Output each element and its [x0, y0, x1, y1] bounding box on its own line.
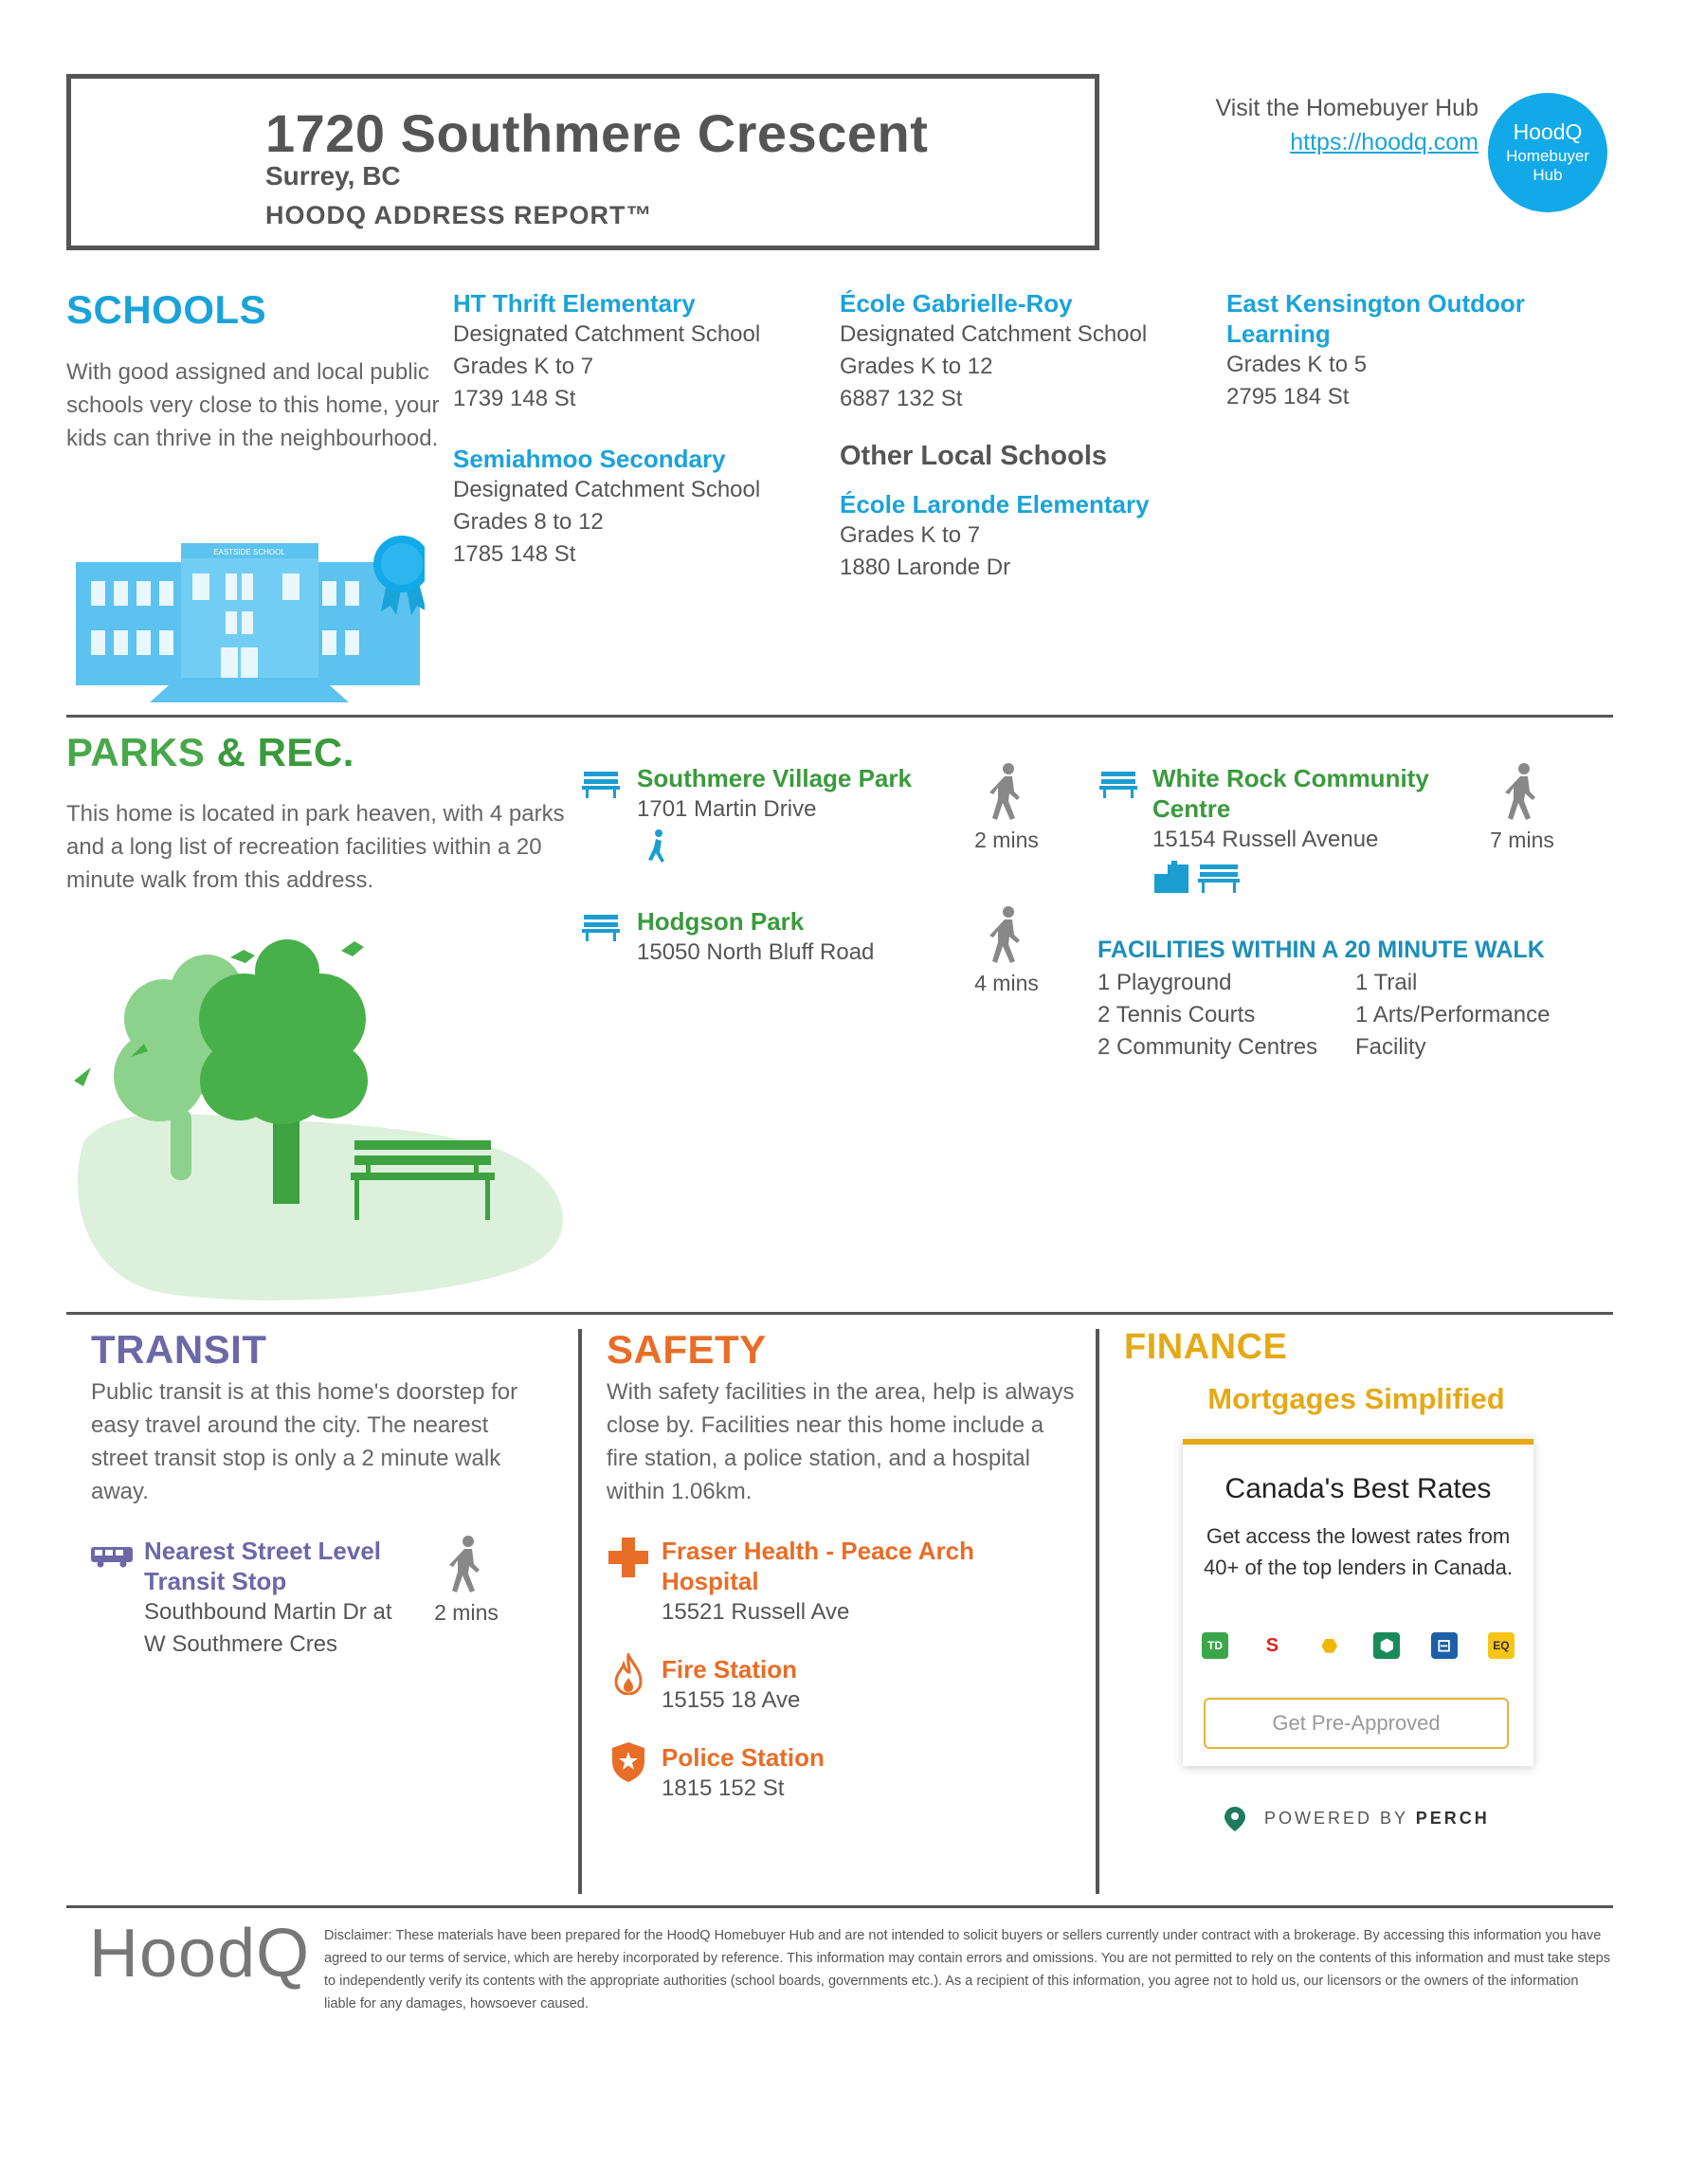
fire-icon — [614, 1653, 643, 1695]
park-trees-icon — [74, 924, 576, 1303]
walk-time — [959, 763, 1054, 853]
park-card — [637, 763, 950, 826]
school-grades: Grades K to 12 — [840, 354, 993, 379]
school-card — [840, 489, 1200, 584]
facilities-list — [1355, 967, 1602, 1064]
park-address: 1701 Martin Drive — [637, 796, 817, 822]
park-name[interactable]: White Rock Community Centre — [1152, 764, 1429, 823]
hub-link[interactable]: https://hoodq.com — [1290, 129, 1478, 155]
school-card — [453, 288, 794, 415]
walk-time-text: 4 mins — [974, 971, 1039, 995]
lender-logo-icon: ⬢ — [1373, 1632, 1400, 1659]
school-name[interactable]: École Gabrielle-Roy — [840, 289, 1073, 318]
safety-description: With safety facilities in the area, help is always close by. Facilities near this home include a fire station, a police station, and a hospital within 1.06km. — [607, 1379, 1075, 1504]
school-grades: Grades K to 7 — [453, 354, 594, 379]
finance-heading: FINANCE — [1124, 1327, 1288, 1367]
safety-address: 15155 18 Ave — [662, 1687, 801, 1713]
school-address: 1880 Laronde Dr — [840, 555, 1011, 580]
other-schools-heading: Other Local Schools — [840, 441, 1107, 471]
safety-address: 15521 Russell Ave — [662, 1599, 850, 1625]
transit-description: Public transit is at this home's doorstep for easy travel around the city. The nearest street transit stop is only a 2 minute walk away. — [91, 1379, 518, 1504]
card-title: Canada's Best Rates — [1224, 1473, 1492, 1504]
desjardins-logo-icon: ⬣ — [1316, 1632, 1343, 1659]
walk-time — [1475, 763, 1569, 853]
walking-person-icon — [1505, 763, 1539, 822]
safety-name[interactable]: Fraser Health - Peace Arch Hospital — [662, 1537, 974, 1595]
safety-card — [662, 1742, 1041, 1805]
running-person-icon — [646, 828, 667, 866]
bench-icon — [1099, 770, 1137, 798]
section-divider — [66, 715, 1613, 718]
facility-item: 2 Community Centres — [1097, 1034, 1318, 1060]
hub-visit-text: Visit the Homebuyer Hub — [1215, 95, 1478, 121]
facility-item: 1 Arts/Performance — [1355, 1002, 1551, 1028]
disclaimer: Disclaimer: These materials have been prepared for the HoodQ Homebuyer Hub and are not intended to solicit buyers or sellers currently under contract with a brokerage. By accessing this information you have agreed to our terms of service, which are hereby incorporated by reference. This information may contain errors and omissions. You are not permitted to rely on the contents of this information and must take steps to independently verify its contents with the appropriate authorities (school boards, governments etc.). As a recipient of this information, you agree not to hold us, our licensors or the owners of the information liable for any damages, howsoever caused. — [324, 1928, 1610, 2011]
transit-stop-card — [144, 1536, 419, 1661]
parks-heading — [66, 730, 354, 775]
facilities-list — [1097, 967, 1344, 1064]
scotiabank-logo-icon: S — [1259, 1632, 1285, 1659]
park-name[interactable]: Hodgson Park — [637, 907, 805, 936]
park-card — [637, 906, 950, 969]
safety-heading: SAFETY — [607, 1327, 767, 1372]
walk-time-text: 7 mins — [1490, 828, 1554, 852]
powered-by-label: POWERED BY — [1264, 1809, 1408, 1828]
transit-stop-address: W Southmere Cres — [144, 1631, 338, 1657]
park-card — [1152, 763, 1465, 856]
school-grades: Grades K to 5 — [1226, 352, 1368, 377]
school-address: 2795 184 St — [1226, 384, 1350, 410]
safety-name[interactable]: Fire Station — [662, 1655, 798, 1684]
perch-brand: PERCH — [1415, 1809, 1490, 1828]
card-text: Get access the lowest rates from 40+ of the top lenders in Canada. — [1204, 1524, 1513, 1579]
school-name[interactable]: École Laronde Elementary — [840, 490, 1150, 519]
facilities-heading: FACILITIES WITHIN A 20 MINUTE WALK — [1097, 937, 1545, 963]
walking-person-icon — [989, 906, 1024, 965]
school-designation: Designated Catchment School — [840, 321, 1148, 347]
parks-description: This home is located in park heaven, with 4 parks and a long list of recreation facilities within a 20 minute walk from this address. — [66, 801, 565, 893]
safety-name[interactable]: Police Station — [662, 1743, 825, 1772]
finance-subheading: Mortgages Simplified — [1207, 1382, 1505, 1415]
school-designation: Designated Catchment School — [453, 321, 761, 347]
school-address: 6887 132 St — [840, 386, 963, 411]
address-title: 1720 Southmere Crescent — [265, 103, 929, 163]
transit-heading: TRANSIT — [91, 1327, 267, 1372]
facility-item: Facility — [1355, 1034, 1426, 1060]
hub-badge-line: Homebuyer — [1506, 147, 1589, 165]
hub-badge-line: Hub — [1533, 166, 1563, 184]
column-divider — [578, 1329, 582, 1894]
school-address: 1739 148 St — [453, 386, 576, 411]
school-name[interactable]: East Kensington Outdoor Learning — [1226, 289, 1525, 348]
school-building-icon — [74, 526, 425, 706]
park-name[interactable]: Southmere Village Park — [637, 764, 912, 792]
facility-item: 2 Tennis Courts — [1097, 1002, 1256, 1028]
walk-time — [419, 1536, 514, 1626]
safety-card — [662, 1536, 1041, 1629]
school-card — [453, 444, 794, 571]
bench-icon — [582, 913, 620, 941]
walk-time — [959, 906, 1054, 996]
transit-stop-title[interactable]: Nearest Street Level Transit Stop — [144, 1537, 382, 1595]
address-city: Surrey, BC — [265, 161, 401, 191]
perch-location-icon — [1224, 1807, 1245, 1831]
hoodq-logo: HoodQ — [89, 1916, 311, 1992]
school-name[interactable]: Semiahmoo Secondary — [453, 445, 726, 473]
schools-description: With good assigned and local public schools very close to this home, your kids can thrive in the neighbourhood. — [66, 359, 440, 451]
walk-time-text: 2 mins — [434, 1600, 499, 1625]
section-divider — [66, 1312, 1613, 1315]
eq-bank-logo-icon: EQ — [1488, 1632, 1515, 1659]
hub-badge-line: HoodQ — [1513, 119, 1583, 144]
walking-person-icon — [989, 763, 1024, 822]
schools-heading: SCHOOLS — [66, 287, 267, 332]
mortgage-card — [1183, 1439, 1533, 1766]
transit-stop-address: Southbound Martin Dr at — [144, 1599, 392, 1625]
bus-icon — [91, 1545, 133, 1568]
police-badge-icon — [612, 1742, 644, 1782]
walk-time-text: 2 mins — [974, 828, 1039, 852]
hub-badge-logo[interactable] — [1488, 93, 1607, 212]
walking-person-icon — [449, 1536, 483, 1594]
bench-icon — [582, 770, 620, 798]
park-address: 15050 North Bluff Road — [637, 939, 875, 965]
school-designation: Designated Catchment School — [453, 477, 761, 502]
park-address: 15154 Russell Avenue — [1152, 827, 1379, 852]
parks-heading-b: & REC. — [216, 730, 354, 774]
safety-address: 1815 152 St — [662, 1775, 785, 1801]
td-logo-icon: TD — [1202, 1632, 1228, 1659]
parks-heading-a: PARKS — [66, 730, 206, 774]
school-grades: Grades K to 7 — [840, 522, 981, 548]
footer-divider — [66, 1905, 1613, 1908]
school-card — [840, 288, 1181, 415]
school-address: 1785 148 St — [453, 541, 576, 567]
school-name[interactable]: HT Thrift Elementary — [453, 289, 696, 318]
report-label: HOODQ ADDRESS REPORT™ — [265, 201, 653, 229]
facility-item: 1 Playground — [1097, 970, 1232, 995]
hospital-cross-icon — [608, 1538, 648, 1577]
school-grades: Grades 8 to 12 — [453, 509, 604, 535]
facility-item: 1 Trail — [1355, 970, 1418, 995]
school-card — [1226, 288, 1568, 413]
powered-by — [1264, 1809, 1490, 1829]
get-pre-approved-button[interactable]: Get Pre-Approved — [1204, 1698, 1509, 1749]
lender-logos — [1202, 1632, 1515, 1659]
column-divider — [1096, 1329, 1099, 1894]
community-centre-icon — [1154, 861, 1240, 893]
safety-card — [662, 1654, 1041, 1717]
school-building-label: EASTSIDE SCHOOL — [213, 548, 285, 556]
lender-logo-icon: ⊟ — [1431, 1632, 1458, 1659]
